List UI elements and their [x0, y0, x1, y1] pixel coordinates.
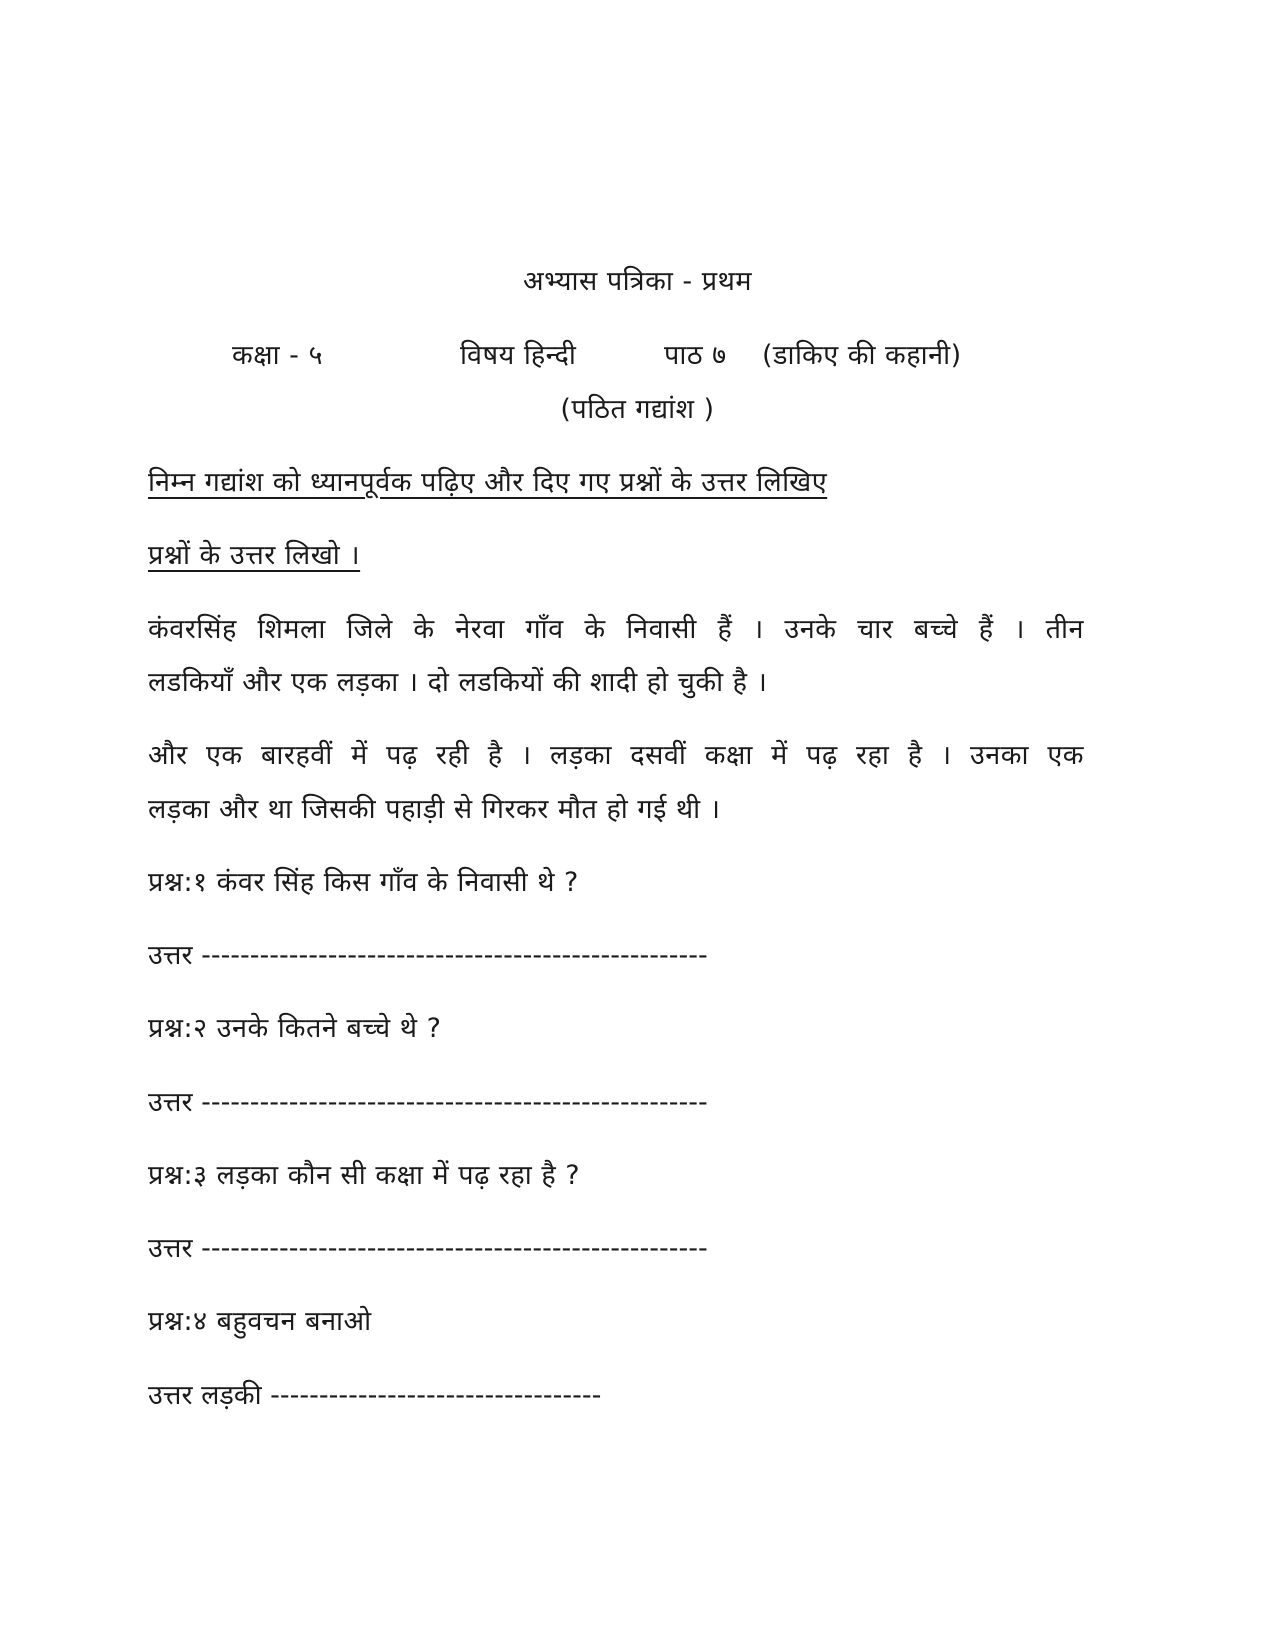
answer-line-3: उत्तर ----------------------------------------------------	[148, 1233, 708, 1264]
instruction-line-1: निम्न गद्यांश को ध्यानपूर्वक पढ़िए और दिए गए प्रश्नों के उत्तर लिखिए	[148, 467, 828, 498]
question-3: प्रश्न:३ लड़का कौन सी कक्षा में पढ़ रहा है ?	[148, 1160, 581, 1191]
subject-label: विषय हिन्दी	[460, 340, 577, 371]
passage-paragraph-2-line-1: और एक बारहवीं में पढ़ रही है । लड़का दसवीं कक्षा में पढ़ रहा है । उनका एक	[148, 740, 1084, 771]
question-4: प्रश्न:४ बहुवचन बनाओ	[148, 1306, 372, 1337]
lesson-name: (डाकिए की कहानी)	[762, 340, 962, 371]
answer-line-4: उत्तर लड़की ----------------------------------	[148, 1380, 602, 1411]
passage-paragraph-1-line-2: लडकियाँ और एक लड़का । दो लडकियों की शादी हो चुकी है ।	[148, 667, 768, 698]
answer-line-1: उत्तर ----------------------------------------------------	[148, 940, 708, 971]
instruction-line-2: प्रश्नों के उत्तर लिखो ।	[148, 540, 361, 571]
class-label: कक्षा - ५	[232, 340, 324, 371]
section-label: (पठित गद्यांश )	[560, 394, 715, 425]
passage-paragraph-1-line-1: कंवरसिंह शिमला जिले के नेरवा गाँव के निवासी हैं । उनके चार बच्चे हैं । तीन	[148, 614, 1084, 645]
passage-paragraph-2-line-2: लड़का और था जिसकी पहाड़ी से गिरकर मौत हो गई थी ।	[148, 794, 721, 825]
question-1: प्रश्न:१ कंवर सिंह किस गाँव के निवासी थे ?	[148, 867, 579, 898]
question-2: प्रश्न:२ उनके कितने बच्चे थे ?	[148, 1013, 442, 1044]
lesson-label: पाठ ७	[664, 340, 727, 371]
answer-line-2: उत्तर ----------------------------------------------------	[148, 1087, 708, 1118]
worksheet-title: अभ्यास पत्रिका - प्रथम	[523, 266, 752, 297]
